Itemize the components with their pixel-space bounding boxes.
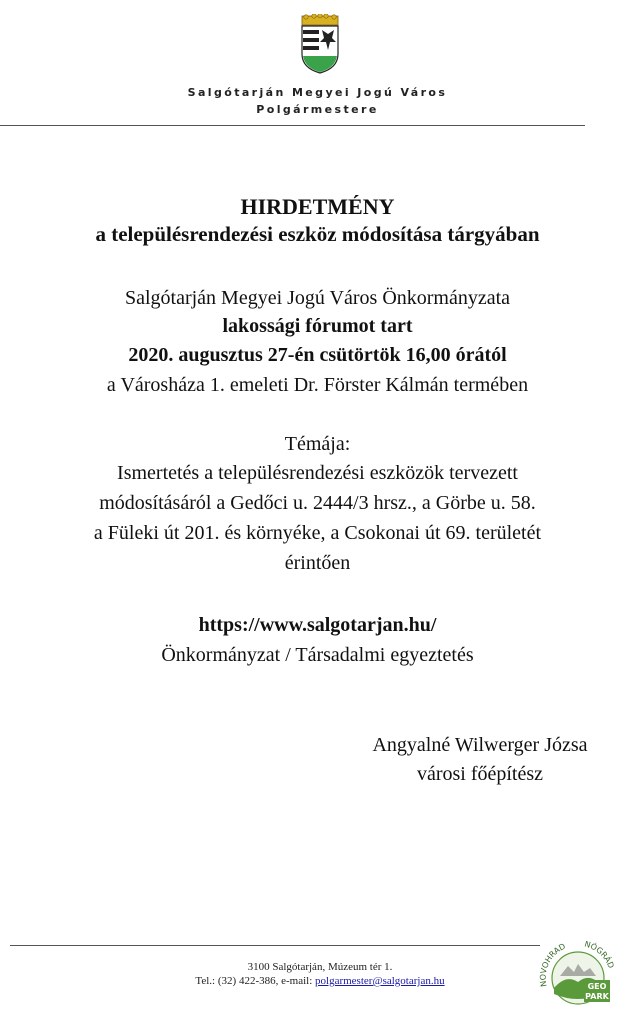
footer-phone: Tel.: (32) 422-386, e-mail: [195,975,316,987]
forum-date: 2020. augusztus 27-én csütörtök 16,00 órától [128,344,507,366]
topic-line-4: érintően [284,552,351,574]
signatory-role: városi főépítész [416,763,544,785]
organization-office: Polgármestere [256,103,379,116]
city-coat-of-arms-icon [298,14,342,74]
geopark-badge-top: GEO [587,982,607,991]
forum-location: a Városháza 1. emeleti Dr. Förster Kálmán termében [106,374,529,396]
geopark-badge-bottom: PARK [585,992,609,1001]
footer-address: 3100 Salgótarján, Múzeum tér 1. [247,961,393,973]
notice-subtitle: a településrendezési eszköz módosítása tárgyában [95,222,540,246]
website-url: https://www.salgotarjan.hu/ [198,614,437,636]
topic-line-2: módosításáról a Gedőci u. 2444/3 hrsz., a Görbe u. 58. [99,492,536,514]
geopark-arc-left: NOVOHRAD [538,941,567,988]
website-path: Önkormányzat / Társadalmi egyeztetés [161,644,474,666]
footer-divider [10,945,540,946]
notice-title: HIRDETMÉNY [240,194,395,219]
intro-line-2: lakossági fórumot tart [222,315,413,337]
topic-label: Témája: [284,433,351,455]
organization-name: Salgótarján Megyei Jogú Város [187,86,448,99]
intro-line-1: Salgótarján Megyei Jogú Város Önkormányzata [124,287,511,309]
signatory-name: Angyalné Wilwerger Józsa [372,734,588,756]
topic-line-3: a Füleki út 201. és környéke, a Csokonai út 69. területét [93,522,542,544]
footer-email-link[interactable]: polgarmester@salgotarjan.hu [315,975,445,987]
header-divider [0,125,585,126]
geopark-arc-right: NÓGRÁD [583,939,616,970]
topic-line-1: Ismertetés a településrendezési eszközök tervezett [117,462,518,484]
geopark-logo-icon [538,936,618,1008]
